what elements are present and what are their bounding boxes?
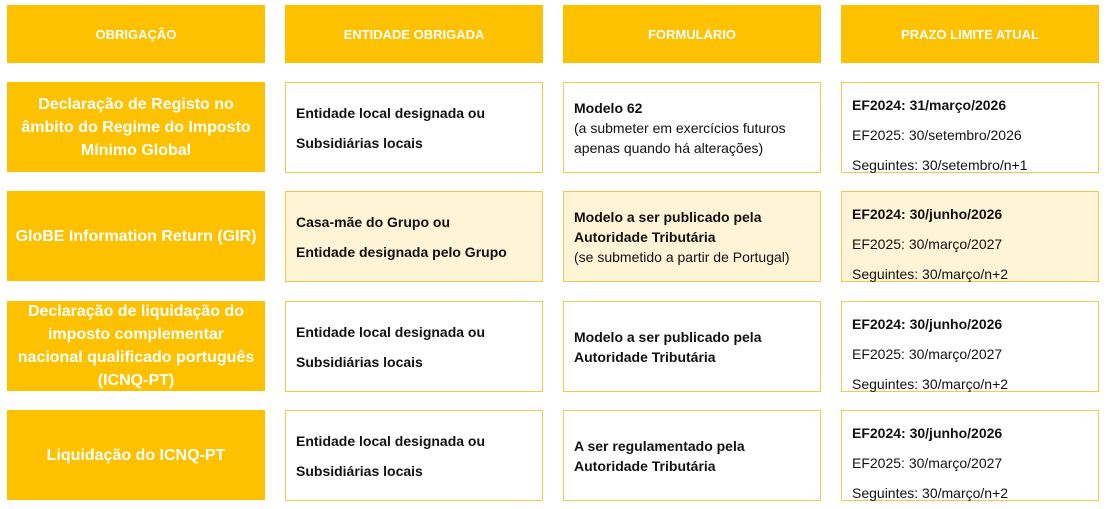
- formulario-title: Modelo a ser publicado pela: [574, 208, 762, 225]
- prazo-primary: EF2024: 30/junho/2026: [852, 206, 1003, 222]
- header-entidade-obrigada: ENTIDADE OBRIGADA: [285, 5, 543, 63]
- formulario-cell: [563, 82, 821, 173]
- prazo-cell: [841, 191, 1099, 282]
- entidade-cell: [285, 82, 543, 173]
- entidade-line: Subsidiárias locais: [296, 134, 423, 151]
- entidade-line: Subsidiárias locais: [296, 353, 423, 370]
- prazo-primary: EF2024: 30/junho/2026: [852, 316, 1003, 332]
- formulario-title: Autoridade Tributária: [574, 348, 716, 365]
- formulario-title: A ser regulamentado pela: [574, 437, 745, 454]
- entidade-line: Subsidiárias locais: [296, 462, 423, 479]
- prazo-cell: [841, 301, 1099, 392]
- formulario-note: (a submeter em exercícios futuros: [574, 119, 786, 136]
- formulario-title: Modelo 62: [574, 99, 643, 116]
- formulario-cell: [563, 191, 821, 282]
- header-obrigacao: OBRIGAÇÃO: [7, 5, 265, 63]
- obrigacao-cell: Declaração de liquidação do imposto complementar nacional qualificado português (ICNQ-PT): [7, 301, 265, 391]
- entidade-cell: [285, 410, 543, 501]
- formulario-title: Autoridade Tributária: [574, 457, 716, 474]
- obrigacao-cell: GloBE Information Return (GIR): [7, 191, 265, 281]
- formulario-note: apenas quando há alterações): [574, 139, 764, 156]
- prazo-primary: EF2024: 30/junho/2026: [852, 425, 1003, 441]
- prazo-line: Seguintes: 30/setembro/n+1: [852, 157, 1028, 173]
- entidade-cell: [285, 191, 543, 282]
- entidade-line: Casa-mãe do Grupo ou: [296, 213, 451, 230]
- formulario-title: Autoridade Tributária: [574, 228, 716, 245]
- prazo-cell: [841, 410, 1099, 501]
- prazo-line: EF2025: 30/março/2027: [852, 455, 1003, 471]
- prazo-line: Seguintes: 30/março/n+2: [852, 376, 1009, 392]
- formulario-cell: [563, 301, 821, 392]
- prazo-line: EF2025: 30/março/2027: [852, 346, 1003, 362]
- entidade-line: Entidade local designada ou: [296, 323, 486, 340]
- prazo-cell: [841, 82, 1099, 173]
- entidade-line: Entidade designada pelo Grupo: [296, 243, 507, 260]
- header-formulario: FORMULÁRIO: [563, 5, 821, 63]
- entidade-line: Entidade local designada ou: [296, 104, 486, 121]
- obrigacao-cell: Declaração de Registo no âmbito do Regime do Imposto Mínimo Global: [7, 82, 265, 172]
- prazo-line: Seguintes: 30/março/n+2: [852, 485, 1009, 501]
- formulario-cell: [563, 410, 821, 501]
- formulario-note: (se submetido a partir de Portugal): [574, 248, 790, 265]
- prazo-line: EF2025: 30/março/2027: [852, 236, 1003, 252]
- prazo-line: EF2025: 30/setembro/2026: [852, 127, 1022, 143]
- header-prazo-limite: PRAZO LIMITE ATUAL: [841, 5, 1099, 63]
- entidade-line: Entidade local designada ou: [296, 432, 486, 449]
- prazo-primary: EF2024: 31/março/2026: [852, 97, 1007, 113]
- formulario-title: Modelo a ser publicado pela: [574, 328, 762, 345]
- obrigacao-cell: Liquidação do ICNQ-PT: [7, 410, 265, 500]
- entidade-cell: [285, 301, 543, 392]
- prazo-line: Seguintes: 30/março/n+2: [852, 266, 1009, 282]
